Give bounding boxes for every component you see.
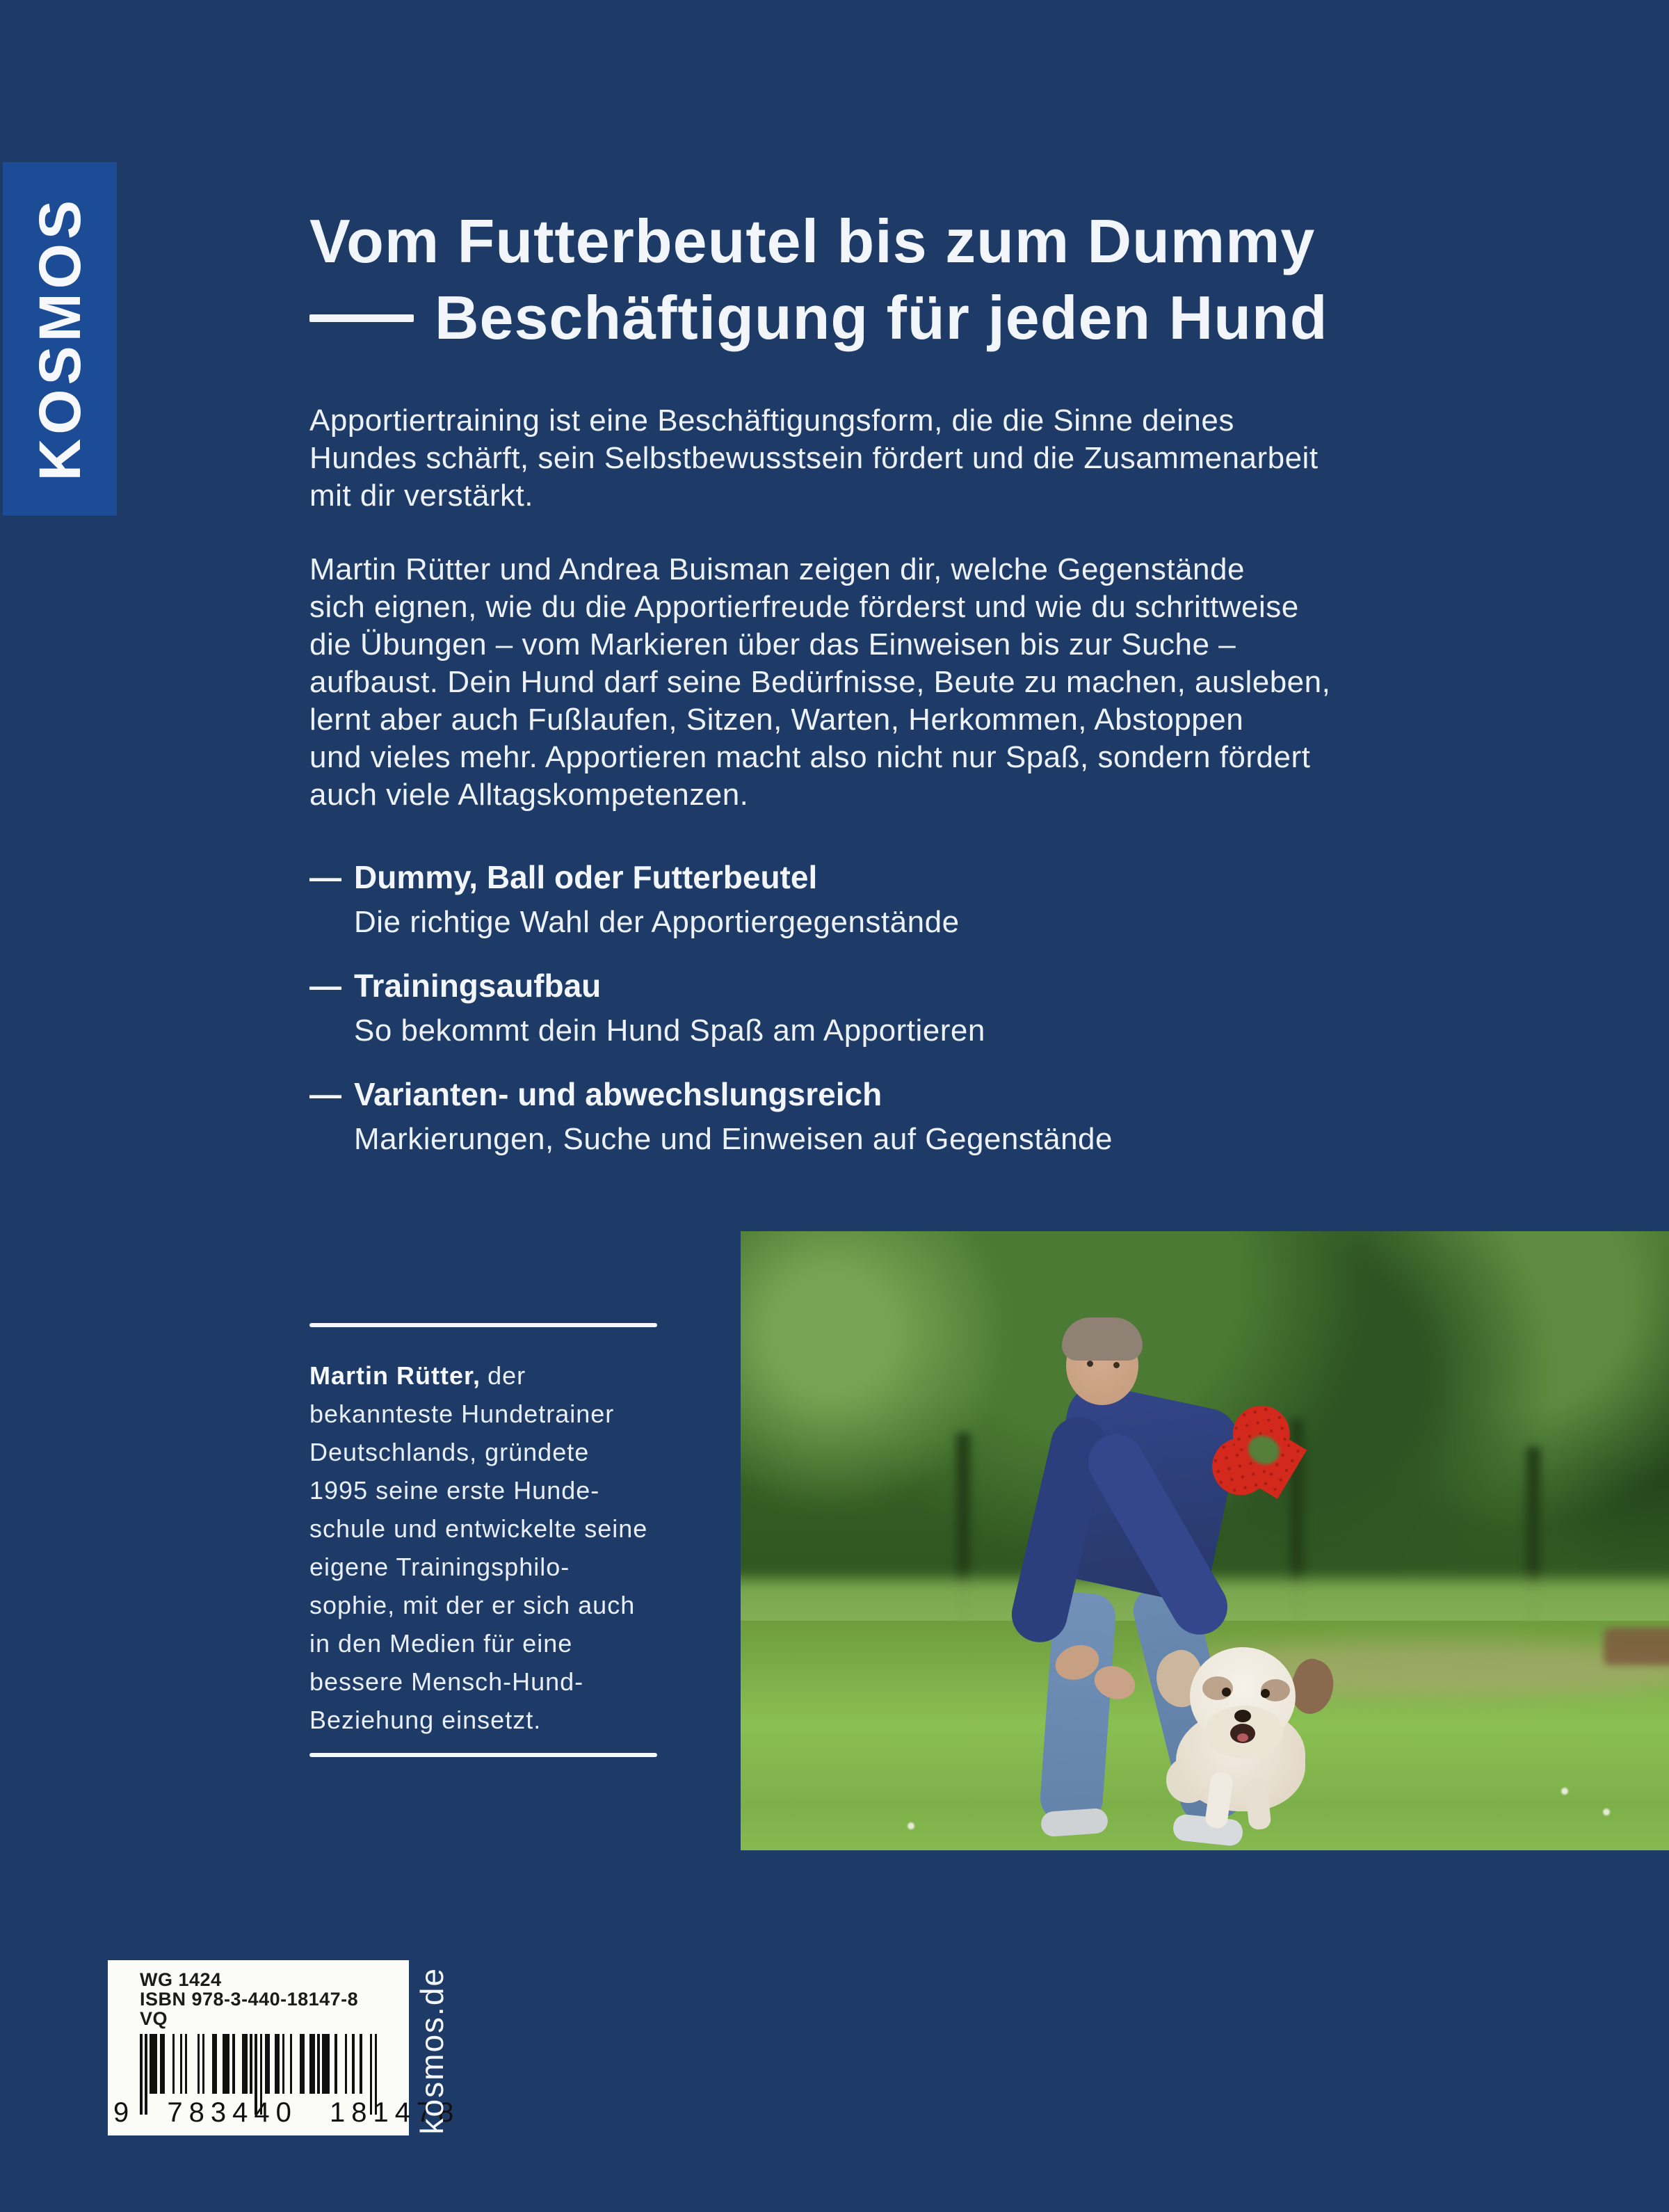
intro-paragraph xyxy=(309,402,1319,515)
man-eye xyxy=(1087,1361,1093,1367)
feature-subtitle: So bekommt dein Hund Spaß am Apportieren xyxy=(354,1013,985,1048)
description-line: die Übungen – vom Markieren über das Einweisen bis zur Suche – xyxy=(309,627,1236,662)
bio-line-rest: der xyxy=(487,1361,526,1390)
author-bio xyxy=(309,1323,657,1757)
feature-title-row xyxy=(309,857,1113,897)
daisy xyxy=(908,1822,914,1829)
feature-title: Trainingsaufbau xyxy=(354,968,602,1004)
bio-line: 1995 seine erste Hunde- xyxy=(309,1476,600,1505)
daisy xyxy=(1603,1809,1610,1816)
description-line: lernt aber auch Fußlaufen, Sitzen, Warten, Herkommen, Abstoppen xyxy=(309,703,1244,737)
bio-line: schule und entwickelte seine xyxy=(309,1514,648,1543)
bio-line: sophie, mit der er sich auch xyxy=(309,1591,636,1619)
headline-line2-text: Beschäftigung für jeden Hund xyxy=(435,283,1328,352)
bio-line: bekannteste Hundetrainer xyxy=(309,1400,615,1428)
man-eye xyxy=(1113,1362,1120,1368)
publisher-website-text: kosmos.de xyxy=(414,1966,450,2134)
author-name: Martin Rütter, xyxy=(309,1361,481,1390)
dog-nose xyxy=(1234,1710,1251,1722)
bio-line: bessere Mensch-Hund- xyxy=(309,1667,584,1696)
dash-bullet: — xyxy=(309,968,341,1004)
description-line: Martin Rütter und Andrea Buisman zeigen dir, welche Gegenstände xyxy=(309,552,1245,586)
bio-top-rule xyxy=(309,1323,657,1327)
bio-bottom-rule xyxy=(309,1753,657,1757)
feature-subtitle: Markierungen, Suche und Einweisen auf Gegenstände xyxy=(354,1122,1113,1156)
list-item xyxy=(309,965,1113,1050)
description-line: aufbaust. Dein Hund darf seine Bedürfnisse, Beute zu machen, ausleben, xyxy=(309,665,1331,699)
barcode-meta xyxy=(140,1970,409,2028)
daisy xyxy=(1561,1788,1568,1795)
bio-line: eigene Trainingsphilo- xyxy=(309,1553,570,1581)
bio-line: Beziehung einsetzt. xyxy=(309,1706,542,1734)
bio-line: Deutschlands, gründete xyxy=(309,1438,590,1466)
description-line: auch viele Alltagskompetenzen. xyxy=(309,778,749,812)
list-item xyxy=(309,1074,1113,1159)
barcode-digits: 9 783440 181478 xyxy=(113,2097,460,2128)
bio-line: in den Medien für eine xyxy=(309,1629,573,1658)
dog-tongue xyxy=(1237,1733,1248,1742)
dog-eye xyxy=(1222,1688,1231,1697)
barcode-bars xyxy=(140,2034,409,2094)
man-hair xyxy=(1062,1317,1143,1361)
man-shoe xyxy=(1040,1808,1108,1838)
kosmos-logo xyxy=(3,162,117,515)
feature-list xyxy=(309,857,1113,1183)
headline-line1: Vom Futterbeutel bis zum Dummy xyxy=(309,207,1316,275)
dog-eye xyxy=(1261,1689,1270,1698)
feature-title-row xyxy=(309,1074,1113,1114)
list-item xyxy=(309,857,1113,942)
feature-title-row xyxy=(309,965,1113,1006)
description-paragraph xyxy=(309,551,1330,814)
dash-bullet: — xyxy=(309,1076,341,1112)
intro-line: Apportiertraining ist eine Beschäftigungsform, die die Sinne deines xyxy=(309,403,1234,438)
feature-title: Dummy, Ball oder Futterbeutel xyxy=(354,859,818,895)
bio-line xyxy=(309,1356,657,1395)
description-line: sich eignen, wie du die Apportierfreude förderst und wie du schrittweise xyxy=(309,590,1299,624)
headline xyxy=(309,203,1328,356)
intro-line: mit dir verstärkt. xyxy=(309,479,533,513)
headline-line2 xyxy=(309,280,1328,356)
isbn-number: ISBN 978-3-440-18147-8 xyxy=(140,1989,359,2010)
publisher-website xyxy=(413,1941,451,2134)
dash-bullet: — xyxy=(309,859,341,895)
cover-photo xyxy=(741,1231,1669,1850)
feature-subtitle: Die richtige Wahl der Apportiergegenstände xyxy=(354,905,960,939)
vq-code: VQ xyxy=(140,2008,168,2029)
bio-text xyxy=(309,1356,657,1739)
park-bench xyxy=(1604,1628,1669,1665)
kosmos-logo-text: KOSMOS xyxy=(26,196,92,481)
description-line: und vieles mehr. Apportieren macht also nicht nur Spaß, sondern fördert xyxy=(309,740,1311,774)
wg-number: WG 1424 xyxy=(140,1969,222,1990)
feature-title: Varianten- und abwechslungsreich xyxy=(354,1076,882,1112)
headline-dash xyxy=(309,314,414,322)
intro-line: Hundes schärft, sein Selbstbewusstsein fördert und die Zusammenarbeit xyxy=(309,441,1319,475)
